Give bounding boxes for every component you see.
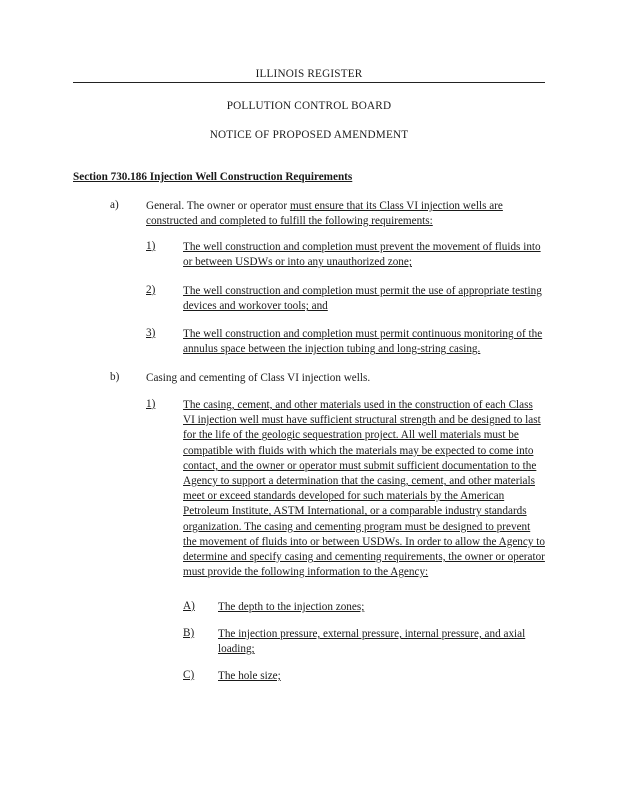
a-item-2-label: 2) <box>146 284 156 296</box>
a-item-1-text: The well construction and completion must prevent the movement of fluids into or between USDWs or into any unauthorized zone; <box>183 241 541 269</box>
b-subitem-c-text: The hole size; <box>218 670 281 682</box>
subsection-b-text: Casing and cementing of Class VI injection wells. <box>146 372 371 384</box>
header-rule <box>73 82 545 83</box>
board-title: POLLUTION CONTROL BOARD <box>226 100 392 112</box>
subsection-a-text-underlined: must ensure that its Class VI injection wells are constructed and completed to fulfill the following requirements: <box>146 200 503 228</box>
a-item-3-label: 3) <box>146 327 156 339</box>
b-item-1-label: 1) <box>146 398 156 410</box>
register-title: ILLINOIS REGISTER <box>255 68 363 80</box>
b-subitem-b-text: The injection pressure, external pressure, internal pressure, and axial loading; <box>218 628 526 656</box>
b-subitem-a-text: The depth to the injection zones; <box>218 601 365 613</box>
notice-title: NOTICE OF PROPOSED AMENDMENT <box>209 129 409 141</box>
b-subitem-b-label: B) <box>183 627 195 639</box>
a-item-3-text: The well construction and completion must permit continuous monitoring of the annulus space between the injection tubing and long-string casing. <box>183 328 543 356</box>
subsection-b-label: b) <box>110 371 120 383</box>
b-subitem-c-label: C) <box>183 669 195 681</box>
b-subitem-a-label: A) <box>183 600 195 612</box>
subsection-a-label: a) <box>110 199 119 211</box>
subsection-a-text-plain: General. The owner or operator <box>146 200 290 212</box>
a-item-1-label: 1) <box>146 240 156 252</box>
section-heading: Section 730.186 Injection Well Construction Requirements <box>73 171 353 183</box>
a-item-2-text: The well construction and completion must permit the use of appropriate testing devices and workover tools; and <box>183 285 542 313</box>
subsection-a-text <box>146 199 546 229</box>
b-item-1-text: The casing, cement, and other materials used in the construction of each Class VI injection well must have sufficient structural strength and be designed to last for the life of the geologic sequestration project. All well materials must be compatible with fluids with which the materials may be expected to come into contact, and the owner or operator must submit sufficient documentation to the Agency to support a determination that the casing, cement, and other materials meet or exceed standards developed for such materials by the American Petroleum Institute, ASTM International, or a comparable industry standards organization. The casing and cementing program must be designed to prevent the movement of fluids into or between USDWs. In order to allow the Agency to determine and specify casing and cementing requirements, the owner or operator must provide the following information to the Agency: <box>183 399 545 579</box>
